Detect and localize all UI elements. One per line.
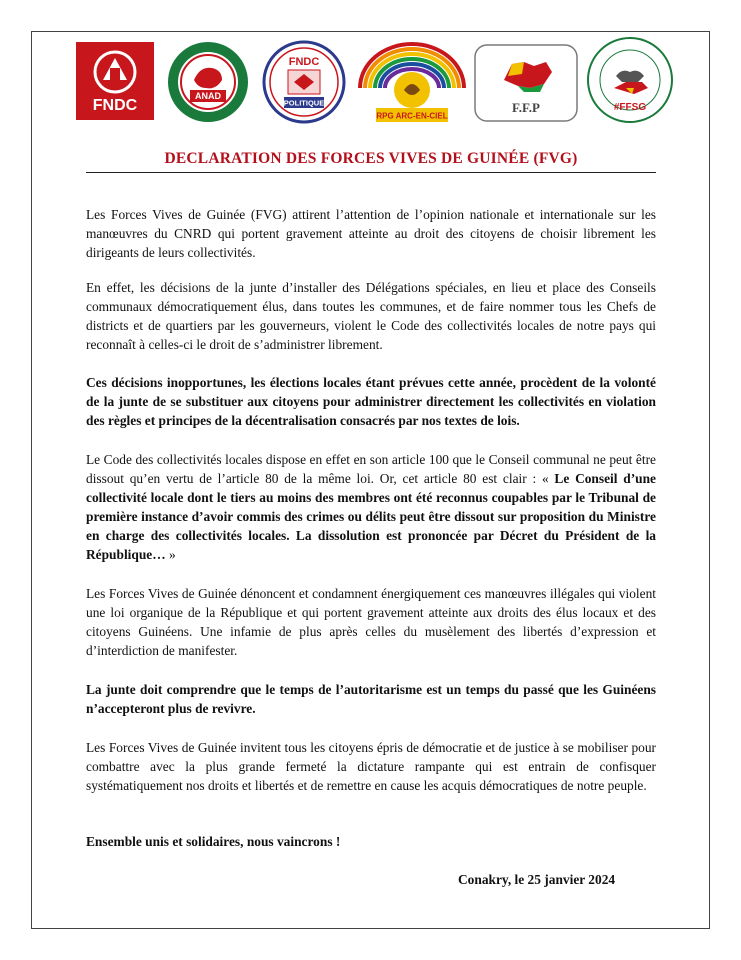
quote-close: »: [168, 547, 176, 562]
rpg-arc-en-ciel-logo: [354, 38, 470, 124]
paragraph-5: Les Forces Vives de Guinée dénoncent et condamnent énergiquement ces manœuvres illégales qui violent une loi organique de la République et qui portent gravement atteinte aux droits des élus locaux et des citoyens Guinéens. Une infamie de plus après celles du musèlement des libertés d’expression et d’interdiction de manifester.: [86, 586, 656, 658]
document-title: DECLARATION DES FORCES VIVES DE GUINÉE (FVG): [164, 150, 578, 167]
paragraph-1: Les Forces Vives de Guinée (FVG) attirent l’attention de l’opinion nationale et internationale sur les manœuvres du CNRD qui portent gravement atteinte au droit des citoyens de choisir librement les dirigeants de leurs collectivités.: [86, 207, 656, 260]
paragraph-6: La junte doit comprendre que le temps de l’autoritarisme est un temps du passé que les Guinéens n’accepteront plus de revivre.: [86, 682, 656, 716]
paragraph-4: [86, 450, 656, 564]
anad-logo-text: ANAD: [195, 91, 221, 101]
fndc-logo-text: FNDC: [92, 97, 138, 114]
fndc-politique-text: FNDC: [288, 56, 320, 68]
logo-strip: [0, 0, 741, 130]
rpg-logo-text: RPG ARC-EN-CIEL: [376, 111, 448, 121]
closing-line: Ensemble unis et solidaires, nous vaincrons !: [86, 834, 341, 849]
place-date: Conakry, le 25 janvier 2024: [458, 872, 616, 887]
paragraph-4-intro: Le Code des collectivités locales dispose en effet en son article 100 que le Conseil communal ne peut être dissout qu’en vertu de l’article 80 de la même loi. Or, cet article 80 est clair : «: [86, 452, 656, 486]
fndc-politique-subtext: POLITIQUE: [283, 98, 325, 108]
paragraph-3: Ces décisions inopportunes, les élections locales étant prévues cette année, procèdent de la volonté de la junte de se substituer aux citoyens pour administrer directement les collectivités en violation des règles et principes de la décentralisation consacrés par nos textes de lois.: [86, 375, 656, 428]
fndc-logo: [76, 42, 154, 120]
ffp-logo-text: F.F.P: [512, 100, 540, 115]
paragraph-2: En effet, les décisions de la junte d’installer des Délégations spéciales, en lieu et place des Conseils communaux démocratiquement élus, dans toutes les communes, et de faire nommer tous les Chefs de districts et de quartiers par les gouverneurs, violent le Code des collectivités locales de notre pays qui reconnaît à celles-ci le droit de s’administrer librement.: [86, 280, 656, 352]
article-80-quote: Le Conseil d’une collectivité locale dont le tiers au moins des membres ont été reconnus coupables par le Tribunal de première instance d’avoir commis des crimes ou délits peut être dissout sur proposition du Ministre en charge des collectivités locales. La dissolution est prononcée par Décret du Président de la République…: [86, 471, 656, 562]
title-underline: [86, 172, 656, 173]
ffsg-logo: [586, 36, 674, 124]
paragraph-7: Les Forces Vives de Guinée invitent tous les citoyens épris de démocratie et de justice à se mobiliser pour combattre avec la plus grande fermeté la dictature rampante qui est entrain de confisquer systématiquement nos droits et libertés et de remettre en cause les acquis démocratiques de notre peuple.: [86, 740, 656, 793]
ffp-logo: [474, 44, 578, 122]
anad-logo: [166, 40, 250, 124]
fndc-politique-logo: [262, 40, 346, 124]
ffsg-logo-text: #FFSG: [613, 102, 647, 113]
